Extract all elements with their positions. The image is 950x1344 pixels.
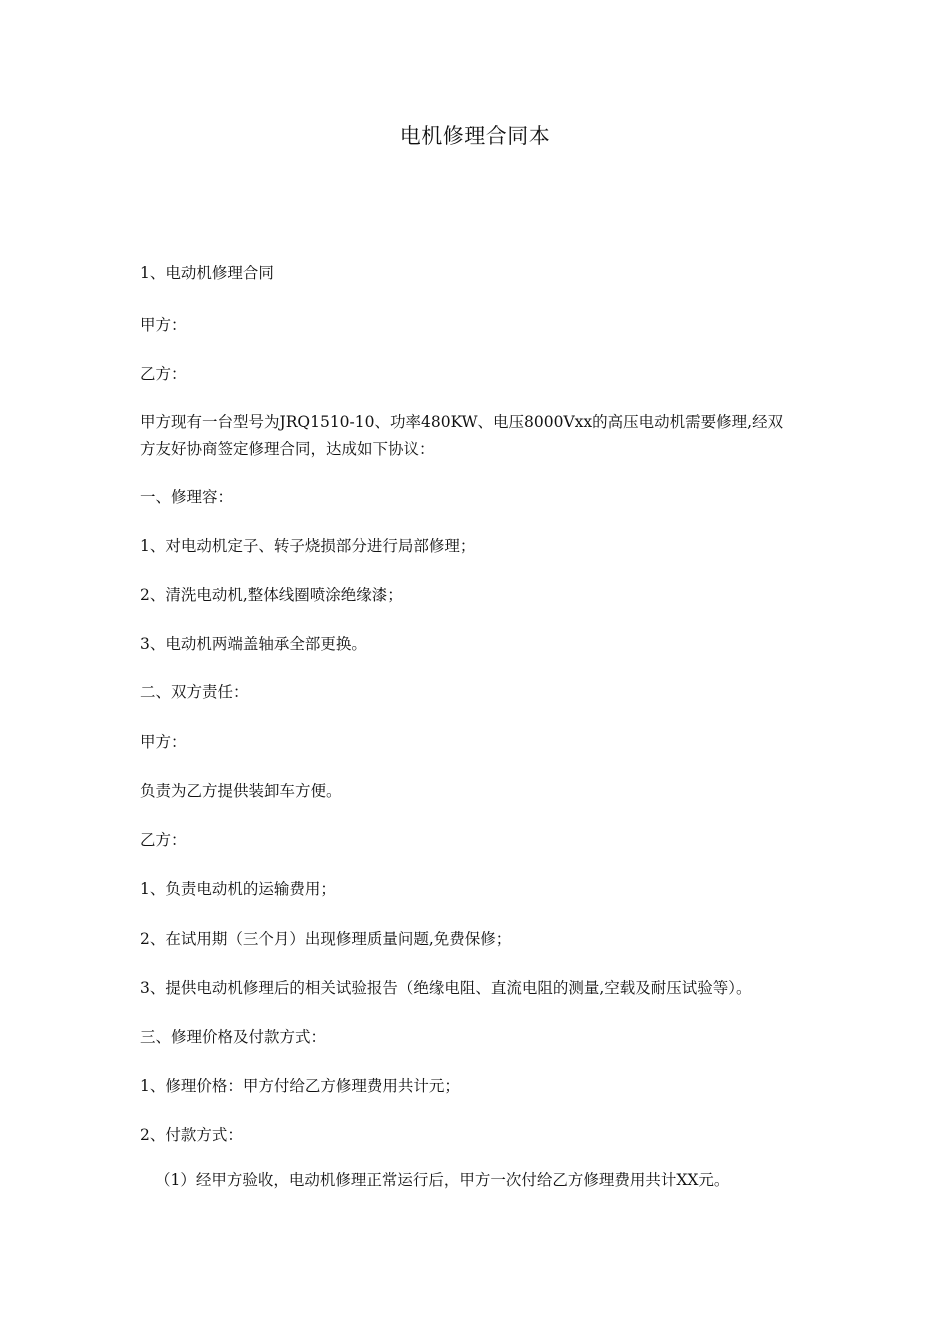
intro-paragraph-line-2: 方友好协商签定修理合同，达成如下协议： <box>140 440 435 458</box>
document-title: 电机修理合同本 <box>399 124 551 148</box>
party-a-responsibility-label: 甲方： <box>140 733 187 751</box>
party-a-responsibility: 负责为乙方提供装卸车方便。 <box>140 782 342 800</box>
section-responsibilities: 二、双方责任： <box>140 683 249 701</box>
repair-item-2: 2、清洗电动机,整体线圈喷涂绝缘漆； <box>140 586 403 604</box>
repair-item-3: 3、电动机两端盖轴承全部更换。 <box>140 635 367 653</box>
payment-method-item: 2、付款方式： <box>140 1126 243 1144</box>
party-b-label: 乙方： <box>140 365 187 383</box>
party-a-label: 甲方： <box>140 316 187 334</box>
price-item: 1、修理价格：甲方付给乙方修理费用共计元； <box>140 1077 460 1095</box>
party-b-responsibility-1: 1、负责电动机的运输费用； <box>140 880 336 898</box>
party-b-responsibility-3: 3、提供电动机修理后的相关试验报告（绝缘电阻、直流电阻的测量,空载及耐压试验等）。 <box>140 979 752 997</box>
intro-paragraph-line-1: 甲方现有一台型号为JRQ1510-10、功率480KW、电压8000Vxx的高压电动机需要修理,经双 <box>140 413 784 431</box>
party-b-responsibility-label: 乙方： <box>140 831 187 849</box>
payment-method-detail: （1）经甲方验收，电动机修理正常运行后，甲方一次付给乙方修理费用共计XX元。 <box>155 1171 730 1189</box>
party-b-responsibility-2: 2、在试用期（三个月）出现修理质量问题,免费保修； <box>140 930 512 948</box>
heading-contract: 1、电动机修理合同 <box>140 264 274 282</box>
repair-item-1: 1、对电动机定子、转子烧损部分进行局部修理； <box>140 537 476 555</box>
section-repair-content: 一、修理容： <box>140 488 234 506</box>
section-price-payment: 三、修理价格及付款方式： <box>140 1028 327 1046</box>
